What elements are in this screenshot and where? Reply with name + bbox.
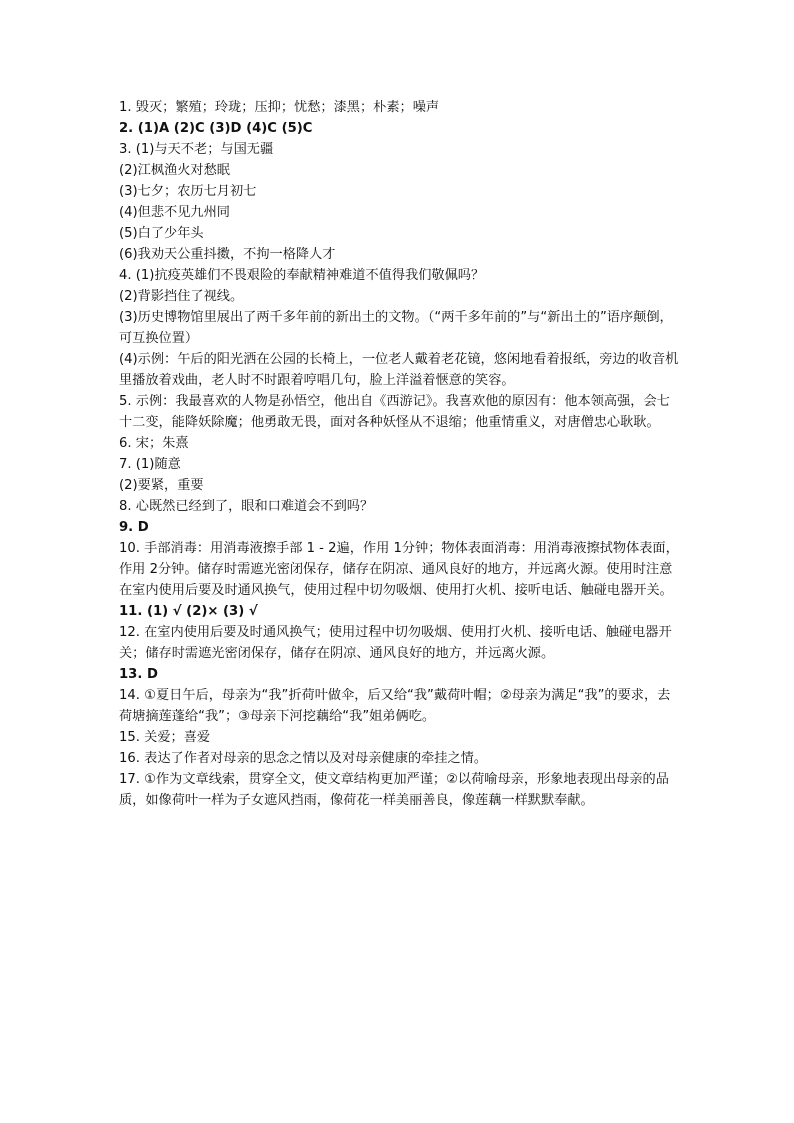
answer-11: 11. (1) √ (2)× (3) √ [119, 604, 258, 619]
answer-6: 6. 宋；朱熹 [119, 436, 189, 451]
answer-3-3: (3)七夕；农历七月初七 [119, 184, 257, 199]
answer-15: 15. 关爱；喜爱 [119, 730, 211, 745]
answer-17: 17. ①作为文章线索，贯穿全文，使文章结构更加严谨；②以荷喻母亲，形象地表现出母亲的品质，如像荷叶一样为子女遮风挡雨，像荷花一样美丽善良，像莲藕一样默默奉献。 [119, 772, 669, 808]
answer-3-2: (2)江枫渔火对愁眠 [119, 163, 230, 178]
answer-3-4: (4)但悲不见九州同 [119, 205, 230, 220]
answer-7-2: (2)要紧，重要 [119, 478, 204, 493]
answer-9: 9. D [119, 520, 149, 535]
answer-3-5: (5)白了少年头 [119, 226, 204, 241]
answer-5: 5. 示例：我最喜欢的人物是孙悟空，他出自《西游记》。我喜欢他的原因有：他本领高强，会七十二变，能降妖除魔；他勇敢无畏，面对各种妖怪从不退缩；他重情重义，对唐僧忠心耿耿。 [119, 394, 670, 430]
answer-2: 2. (1)A (2)C (3)D (4)C (5)C [119, 121, 313, 136]
answer-3-6: (6)我劝天公重抖擞，不拘一格降人才 [119, 247, 336, 262]
answer-7-1: 7. (1)随意 [119, 457, 181, 472]
answer-4-3: (3)历史博物馆里展出了两千多年前的新出土的文物。（“两千多年前的”与“新出土的”语序颠倒，可互换位置） [119, 310, 673, 346]
answer-3-1: 3. (1)与天不老；与国无疆 [119, 142, 274, 157]
answer-16: 16. 表达了作者对母亲的思念之情以及对母亲健康的牵挂之情。 [119, 751, 488, 766]
answer-4-4: (4)示例：午后的阳光洒在公园的长椅上，一位老人戴着老花镜，悠闲地看着报纸，旁边的收音机里播放着戏曲，老人时不时跟着哼唱几句，脸上洋溢着惬意的笑容。 [119, 352, 679, 388]
answer-1: 1. 毁灭；繁殖；玲珑；压抑；忧愁；漆黑；朴素；噪声 [119, 100, 440, 115]
answer-10: 10. 手部消毒：用消毒液擦手部 1 - 2遍，作用 1分钟；物体表面消毒：用消毒液擦拭物体表面，作用 2分钟。储存时需遮光密闭保存，储存在阴凉、通风良好的地方，并远离火源。使用时注意在室内使用后要及时通风换气，使用过程中切勿吸烟、使用打火机、接听电话、触碰电器开关。 [119, 541, 679, 598]
answer-4-1: 4. (1)抗疫英雄们不畏艰险的奉献精神难道不值得我们敬佩吗？ [119, 268, 485, 283]
answer-14: 14. ①夏日午后，母亲为“我”折荷叶做伞，后又给“我”戴荷叶帽；②母亲为满足“我”的要求，去荷塘摘莲蓬给“我”；③母亲下河挖藕给“我”姐弟俩吃。 [119, 688, 671, 724]
answer-list [119, 97, 679, 811]
answer-13: 13. D [119, 667, 158, 682]
answer-12: 12. 在室内使用后要及时通风换气；使用过程中切勿吸烟、使用打火机、接听电话、触碰电器开关；储存时需遮光密闭保存，储存在阴凉、通风良好的地方，并远离火源。 [119, 625, 672, 661]
answer-4-2: (2)背影挡住了视线。 [119, 289, 244, 304]
answer-8: 8. 心既然已经到了，眼和口难道会不到吗？ [119, 499, 374, 514]
